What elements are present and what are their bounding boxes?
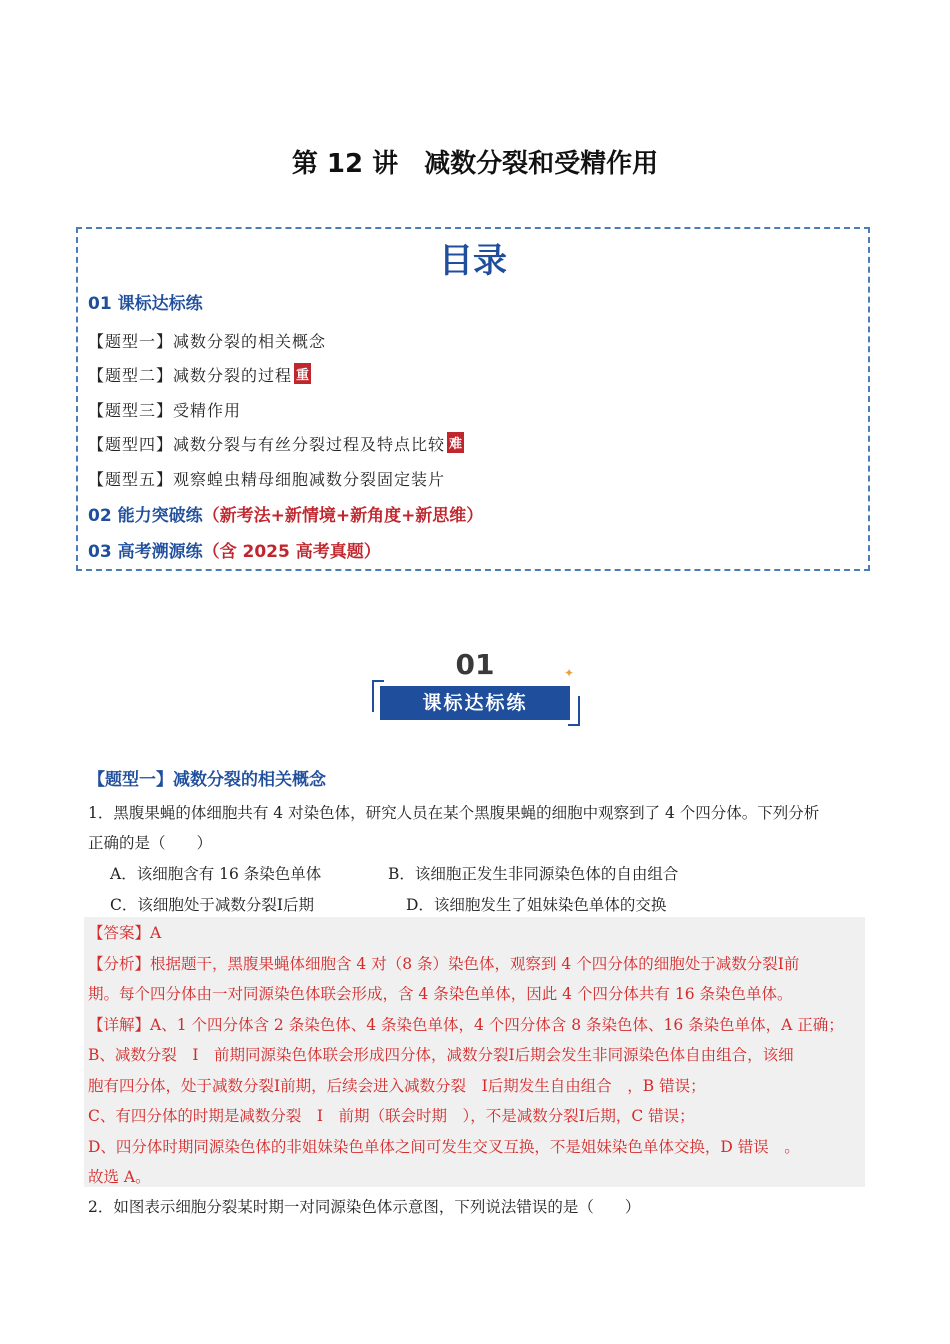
toc-section-1[interactable]: 01 课标达标练 <box>88 294 203 314</box>
detail-line-1: 【详解】A、1 个四分体含 2 条染色体、4 条染色单体，4 个四分体含 8 条染色体、16 条染色单体，A 正确； <box>88 1016 844 1034</box>
question-1-line-2: 正确的是（ ） <box>88 834 213 852</box>
toc-item-5[interactable]: 【题型五】观察蝗虫精母细胞减数分裂固定装片 <box>88 470 446 489</box>
difficult-tag: 难 <box>447 432 464 453</box>
detail-line-2: B、减数分裂 Ⅰ 前期同源染色体联会形成四分体，减数分裂Ⅰ后期会发生非同源染色体自由组合，该细 <box>88 1046 794 1064</box>
answer-line: 【答案】A <box>88 924 162 942</box>
option-c: C．该细胞处于减数分裂Ⅰ后期 <box>110 896 314 914</box>
analysis-line-2: 期。每个四分体由一对同源染色体联会形成，含 4 条染色单体，因此 4 个四分体共有 16 条染色单体。 <box>88 985 793 1003</box>
page-title: 第 12 讲 减数分裂和受精作用 <box>291 149 659 179</box>
analysis-line-1: 【分析】根据题干，黑腹果蝇体细胞含 4 对（8 条）染色体，观察到 4 个四分体的细胞处于减数分裂Ⅰ前 <box>88 955 800 973</box>
option-a: A．该细胞含有 16 条染色单体 <box>110 865 322 883</box>
toc-section-3[interactable]: 03 高考溯源练（含 2025 高考真题） <box>88 542 381 562</box>
key-point-tag: 重 <box>294 363 311 384</box>
detail-line-5: D、四分体时期同源染色体的非姐妹染色单体之间可发生交叉互换，不是姐妹染色单体交换，D 错误 。 <box>88 1138 800 1156</box>
toc-item-4[interactable]: 【题型四】减数分裂与有丝分裂过程及特点比较 难 <box>88 432 464 455</box>
question-1-line-1: 1．黑腹果蝇的体细胞共有 4 对染色体，研究人员在某个黑腹果蝇的细胞中观察到了 4 个四分体。下列分析 <box>88 804 820 822</box>
option-b: B．该细胞正发生非同源染色体的自由组合 <box>388 865 679 883</box>
conclusion-line: 故选 A。 <box>88 1168 151 1186</box>
banner-number: 01 <box>455 648 495 681</box>
toc-section-2[interactable]: 02 能力突破练（新考法+新情境+新角度+新思维） <box>88 506 484 526</box>
toc-heading: 目录 <box>439 241 507 281</box>
section-heading: 【题型一】减数分裂的相关概念 <box>88 770 326 790</box>
toc-item-3[interactable]: 【题型三】受精作用 <box>88 401 242 420</box>
section-banner <box>370 648 580 728</box>
banner-label: 课标达标练 <box>380 686 570 720</box>
question-2-line-1: 2．如图表示细胞分裂某时期一对同源染色体示意图，下列说法错误的是（ ） <box>88 1198 641 1216</box>
toc-item-1[interactable]: 【题型一】减数分裂的相关概念 <box>88 332 327 351</box>
detail-line-3: 胞有四分体，处于减数分裂Ⅰ前期，后续会进入减数分裂 Ⅰ后期发生自由组合 ，B 错误； <box>88 1077 706 1095</box>
sparkle-icon: ✦ <box>564 666 575 680</box>
toc-item-2[interactable]: 【题型二】减数分裂的过程 重 <box>88 363 311 386</box>
detail-line-4: C、有四分体的时期是减数分裂 Ⅰ 前期（联会时期 ），不是减数分裂Ⅰ后期，C 错误； <box>88 1107 695 1125</box>
table-of-contents <box>76 227 870 571</box>
option-d: D．该细胞发生了姐妹染色单体的交换 <box>406 896 667 914</box>
